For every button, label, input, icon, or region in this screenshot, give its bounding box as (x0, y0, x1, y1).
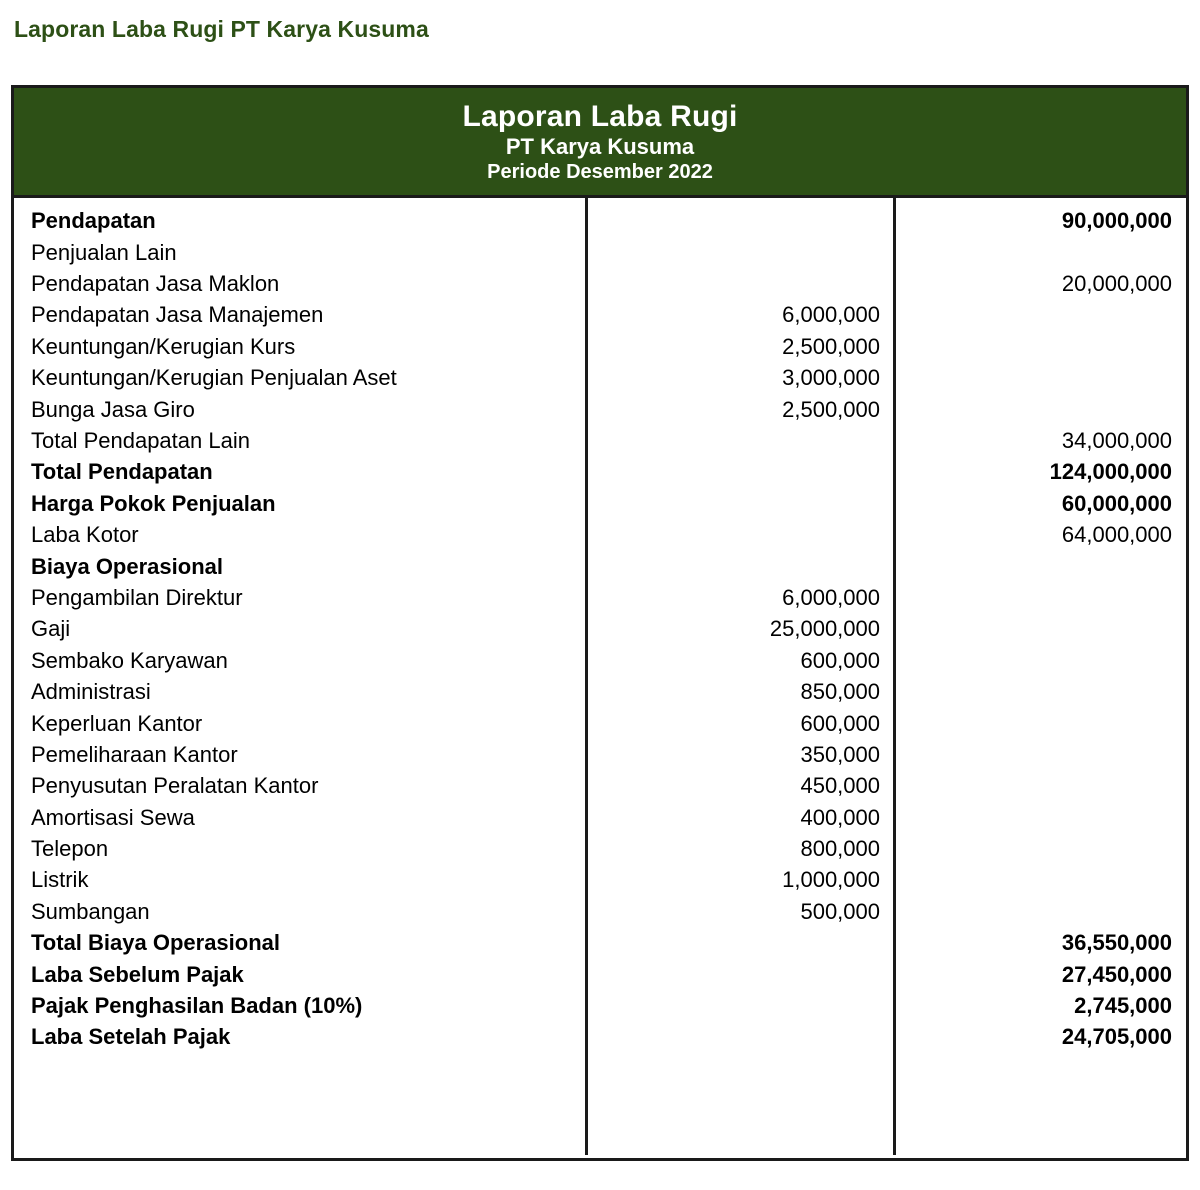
row-label: Pemeliharaan Kantor (31, 741, 238, 767)
row-label: Laba Sebelum Pajak (31, 961, 244, 987)
row-label: Harga Pokok Penjualan (31, 490, 276, 516)
row-label: Pendapatan Jasa Maklon (31, 271, 280, 297)
row-label: Pendapatan (31, 208, 156, 234)
report-rows (14, 198, 1186, 1115)
row-detail-amount: 25,000,000 (769, 616, 880, 642)
row-label: Sumbangan (31, 898, 150, 924)
row-label: Laba Kotor (31, 522, 139, 548)
row-detail-amount: 450,000 (800, 773, 880, 799)
table-row (14, 927, 1186, 958)
row-detail-amount: 600,000 (800, 710, 880, 736)
row-label: Penjualan Lain (31, 239, 177, 265)
table-row (14, 990, 1186, 1021)
table-row (14, 645, 1186, 676)
row-label: Penyusutan Peralatan Kantor (31, 773, 319, 799)
report-body (14, 198, 1186, 1155)
row-total-amount: 34,000,000 (1061, 428, 1172, 454)
income-statement-table (11, 85, 1189, 1161)
row-label: Gaji (31, 616, 71, 642)
table-row (14, 488, 1186, 519)
row-detail-amount: 400,000 (800, 804, 880, 830)
row-label: Pendapatan Jasa Manajemen (31, 302, 324, 328)
table-row (14, 582, 1186, 613)
table-row (14, 425, 1186, 456)
row-label: Administrasi (31, 679, 151, 705)
row-label: Pengambilan Direktur (31, 584, 243, 610)
table-row (14, 331, 1186, 362)
table-row (14, 770, 1186, 801)
row-total-amount: 27,450,000 (1061, 961, 1172, 987)
table-row (14, 299, 1186, 330)
report-header-title: Laporan Laba Rugi (462, 100, 738, 133)
row-label: Pajak Penghasilan Badan (10%) (31, 993, 363, 1019)
table-row (14, 1084, 1186, 1115)
row-detail-amount: 2,500,000 (782, 333, 880, 359)
row-label: Total Pendapatan (31, 459, 213, 485)
row-label: Keuntungan/Kerugian Penjualan Aset (31, 365, 397, 391)
table-row (14, 205, 1186, 236)
row-total-amount: 60,000,000 (1061, 490, 1172, 516)
row-label: Laba Setelah Pajak (31, 1024, 231, 1050)
table-row (14, 833, 1186, 864)
row-label: Sembako Karyawan (31, 647, 228, 673)
row-detail-amount: 500,000 (800, 898, 880, 924)
row-label: Telepon (31, 836, 109, 862)
table-row (14, 394, 1186, 425)
table-row (14, 739, 1186, 770)
row-total-amount: 24,705,000 (1061, 1024, 1172, 1050)
row-detail-amount: 3,000,000 (782, 365, 880, 391)
table-row (14, 456, 1186, 487)
row-total-amount: 124,000,000 (1049, 459, 1172, 485)
table-row (14, 676, 1186, 707)
row-label: Listrik (31, 867, 89, 893)
table-row (14, 959, 1186, 990)
table-row (14, 362, 1186, 393)
table-row (14, 1021, 1186, 1052)
report-header-period: Periode Desember 2022 (487, 161, 713, 184)
row-total-amount: 36,550,000 (1061, 930, 1172, 956)
row-detail-amount: 850,000 (800, 679, 880, 705)
table-row (14, 237, 1186, 268)
table-row (14, 802, 1186, 833)
table-row (14, 519, 1186, 550)
table-row (14, 613, 1186, 644)
page-title: Laporan Laba Rugi PT Karya Kusuma (14, 16, 429, 42)
row-label: Total Pendapatan Lain (31, 428, 250, 454)
report-header-company: PT Karya Kusuma (505, 133, 695, 159)
row-detail-amount: 6,000,000 (782, 302, 880, 328)
row-detail-amount: 600,000 (800, 647, 880, 673)
row-label: Biaya Operasional (31, 553, 223, 579)
row-detail-amount: 2,500,000 (782, 396, 880, 422)
row-detail-amount: 1,000,000 (782, 867, 880, 893)
table-row (14, 1053, 1186, 1084)
row-total-amount: 64,000,000 (1061, 522, 1172, 548)
row-label: Keuntungan/Kerugian Kurs (31, 333, 296, 359)
row-label: Amortisasi Sewa (31, 804, 195, 830)
row-label: Keperluan Kantor (31, 710, 203, 736)
row-label: Total Biaya Operasional (31, 930, 281, 956)
table-row (14, 268, 1186, 299)
row-total-amount: 20,000,000 (1061, 271, 1172, 297)
row-detail-amount: 800,000 (800, 836, 880, 862)
table-row (14, 708, 1186, 739)
table-row (14, 864, 1186, 895)
table-row (14, 896, 1186, 927)
report-header (14, 88, 1186, 198)
row-detail-amount: 6,000,000 (782, 584, 880, 610)
table-row (14, 551, 1186, 582)
row-total-amount: 2,745,000 (1074, 993, 1172, 1019)
row-total-amount: 90,000,000 (1061, 208, 1172, 234)
row-label: Bunga Jasa Giro (31, 396, 195, 422)
row-detail-amount: 350,000 (800, 741, 880, 767)
